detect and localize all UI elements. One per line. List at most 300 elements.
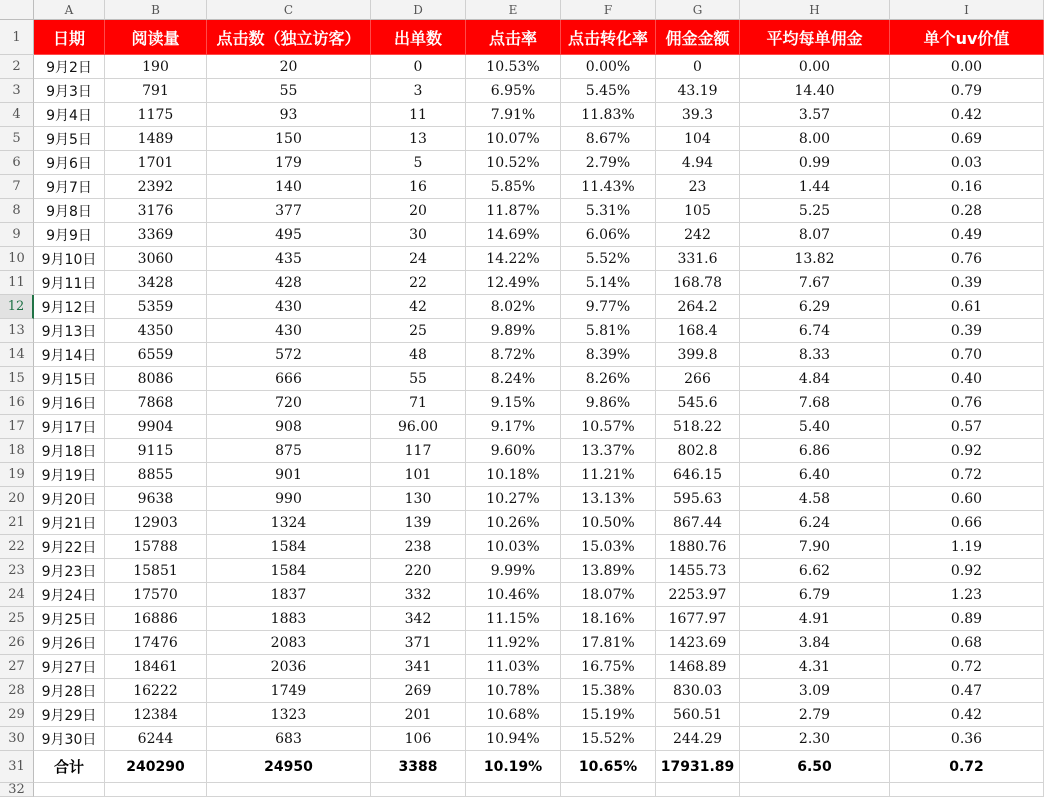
data-cell[interactable]: 4.91 [740, 607, 890, 631]
data-cell[interactable]: 10.03% [466, 535, 561, 559]
data-cell[interactable]: 399.8 [656, 343, 740, 367]
data-cell[interactable]: 6.86 [740, 439, 890, 463]
column-header-e[interactable]: E [466, 0, 561, 20]
date-cell[interactable]: 9月4日 [34, 103, 105, 127]
date-cell[interactable]: 9月11日 [34, 271, 105, 295]
data-cell[interactable]: 1.23 [890, 583, 1044, 607]
data-cell[interactable]: 6.24 [740, 511, 890, 535]
data-cell[interactable]: 901 [207, 463, 371, 487]
data-cell[interactable]: 1701 [105, 151, 207, 175]
data-cell[interactable]: 8.00 [740, 127, 890, 151]
data-cell[interactable]: 12384 [105, 703, 207, 727]
data-cell[interactable]: 6.06% [561, 223, 656, 247]
data-cell[interactable]: 14.22% [466, 247, 561, 271]
data-cell[interactable]: 0.79 [890, 79, 1044, 103]
row-header-9[interactable]: 9 [0, 223, 34, 247]
row-header-2[interactable]: 2 [0, 55, 34, 79]
data-cell[interactable]: 0 [371, 55, 466, 79]
data-cell[interactable]: 13.82 [740, 247, 890, 271]
data-cell[interactable]: 140 [207, 175, 371, 199]
data-cell[interactable]: 2392 [105, 175, 207, 199]
data-cell[interactable]: 7.91% [466, 103, 561, 127]
data-cell[interactable]: 0.66 [890, 511, 1044, 535]
data-cell[interactable]: 5.45% [561, 79, 656, 103]
date-cell[interactable]: 9月13日 [34, 319, 105, 343]
row-header-15[interactable]: 15 [0, 367, 34, 391]
row-header-31[interactable]: 31 [0, 751, 34, 783]
data-cell[interactable]: 8.39% [561, 343, 656, 367]
data-cell[interactable]: 0.49 [890, 223, 1044, 247]
data-cell[interactable]: 5.52% [561, 247, 656, 271]
row-header-13[interactable]: 13 [0, 319, 34, 343]
column-title-cell[interactable]: 佣金金额 [656, 20, 740, 55]
column-header-b[interactable]: B [105, 0, 207, 20]
empty-cell[interactable] [561, 783, 656, 797]
data-cell[interactable]: 9.86% [561, 391, 656, 415]
data-cell[interactable]: 18461 [105, 655, 207, 679]
row-header-20[interactable]: 20 [0, 487, 34, 511]
date-cell[interactable]: 9月14日 [34, 343, 105, 367]
data-cell[interactable]: 55 [207, 79, 371, 103]
data-cell[interactable]: 0.89 [890, 607, 1044, 631]
data-cell[interactable]: 4.84 [740, 367, 890, 391]
column-title-cell[interactable]: 点击率 [466, 20, 561, 55]
row-header-12[interactable]: 12 [0, 295, 34, 319]
data-cell[interactable]: 0.39 [890, 271, 1044, 295]
data-cell[interactable]: 371 [371, 631, 466, 655]
data-cell[interactable]: 5.85% [466, 175, 561, 199]
column-header-h[interactable]: H [740, 0, 890, 20]
data-cell[interactable]: 11 [371, 103, 466, 127]
data-cell[interactable]: 17570 [105, 583, 207, 607]
data-cell[interactable]: 9.15% [466, 391, 561, 415]
data-cell[interactable]: 5.31% [561, 199, 656, 223]
total-cell[interactable]: 17931.89 [656, 751, 740, 783]
data-cell[interactable]: 48 [371, 343, 466, 367]
data-cell[interactable]: 0.99 [740, 151, 890, 175]
data-cell[interactable]: 9.17% [466, 415, 561, 439]
data-cell[interactable]: 10.68% [466, 703, 561, 727]
data-cell[interactable]: 55 [371, 367, 466, 391]
data-cell[interactable]: 10.27% [466, 487, 561, 511]
data-cell[interactable]: 4.31 [740, 655, 890, 679]
column-header-g[interactable]: G [656, 0, 740, 20]
data-cell[interactable]: 0.92 [890, 559, 1044, 583]
column-header-d[interactable]: D [371, 0, 466, 20]
data-cell[interactable]: 11.21% [561, 463, 656, 487]
data-cell[interactable]: 1489 [105, 127, 207, 151]
column-header-a[interactable]: A [34, 0, 105, 20]
data-cell[interactable]: 428 [207, 271, 371, 295]
data-cell[interactable]: 10.94% [466, 727, 561, 751]
total-label-cell[interactable]: 合计 [34, 751, 105, 783]
date-cell[interactable]: 9月15日 [34, 367, 105, 391]
data-cell[interactable]: 5359 [105, 295, 207, 319]
data-cell[interactable]: 646.15 [656, 463, 740, 487]
data-cell[interactable]: 10.18% [466, 463, 561, 487]
data-cell[interactable]: 0.72 [890, 655, 1044, 679]
data-cell[interactable]: 6.29 [740, 295, 890, 319]
data-cell[interactable]: 6559 [105, 343, 207, 367]
data-cell[interactable]: 6.79 [740, 583, 890, 607]
data-cell[interactable]: 220 [371, 559, 466, 583]
data-cell[interactable]: 96.00 [371, 415, 466, 439]
data-cell[interactable]: 2083 [207, 631, 371, 655]
data-cell[interactable]: 0.57 [890, 415, 1044, 439]
data-cell[interactable]: 11.87% [466, 199, 561, 223]
data-cell[interactable]: 16886 [105, 607, 207, 631]
column-title-cell[interactable]: 平均每单佣金 [740, 20, 890, 55]
data-cell[interactable]: 8.02% [466, 295, 561, 319]
data-cell[interactable]: 332 [371, 583, 466, 607]
empty-cell[interactable] [656, 783, 740, 797]
data-cell[interactable]: 168.4 [656, 319, 740, 343]
data-cell[interactable]: 9.89% [466, 319, 561, 343]
date-cell[interactable]: 9月9日 [34, 223, 105, 247]
row-header-25[interactable]: 25 [0, 607, 34, 631]
data-cell[interactable]: 24 [371, 247, 466, 271]
data-cell[interactable]: 10.50% [561, 511, 656, 535]
empty-cell[interactable] [740, 783, 890, 797]
data-cell[interactable]: 0.16 [890, 175, 1044, 199]
total-cell[interactable]: 240290 [105, 751, 207, 783]
date-cell[interactable]: 9月10日 [34, 247, 105, 271]
data-cell[interactable]: 5.40 [740, 415, 890, 439]
data-cell[interactable]: 42 [371, 295, 466, 319]
data-cell[interactable]: 15.03% [561, 535, 656, 559]
data-cell[interactable]: 830.03 [656, 679, 740, 703]
data-cell[interactable]: 6.74 [740, 319, 890, 343]
data-cell[interactable]: 8086 [105, 367, 207, 391]
data-cell[interactable]: 0.36 [890, 727, 1044, 751]
empty-cell[interactable] [105, 783, 207, 797]
data-cell[interactable]: 10.53% [466, 55, 561, 79]
data-cell[interactable]: 3428 [105, 271, 207, 295]
data-cell[interactable]: 13.37% [561, 439, 656, 463]
data-cell[interactable]: 130 [371, 487, 466, 511]
data-cell[interactable]: 9115 [105, 439, 207, 463]
date-cell[interactable]: 9月27日 [34, 655, 105, 679]
row-header-18[interactable]: 18 [0, 439, 34, 463]
row-header-7[interactable]: 7 [0, 175, 34, 199]
data-cell[interactable]: 17.81% [561, 631, 656, 655]
data-cell[interactable]: 244.29 [656, 727, 740, 751]
data-cell[interactable]: 71 [371, 391, 466, 415]
data-cell[interactable]: 990 [207, 487, 371, 511]
data-cell[interactable]: 3176 [105, 199, 207, 223]
data-cell[interactable]: 0.76 [890, 247, 1044, 271]
data-cell[interactable]: 5.25 [740, 199, 890, 223]
data-cell[interactable]: 545.6 [656, 391, 740, 415]
data-cell[interactable]: 9.99% [466, 559, 561, 583]
data-cell[interactable]: 1749 [207, 679, 371, 703]
data-cell[interactable]: 867.44 [656, 511, 740, 535]
data-cell[interactable]: 435 [207, 247, 371, 271]
data-cell[interactable]: 7.90 [740, 535, 890, 559]
data-cell[interactable]: 791 [105, 79, 207, 103]
data-cell[interactable]: 15.19% [561, 703, 656, 727]
data-cell[interactable]: 25 [371, 319, 466, 343]
row-header-27[interactable]: 27 [0, 655, 34, 679]
data-cell[interactable]: 0.72 [890, 463, 1044, 487]
data-cell[interactable]: 1324 [207, 511, 371, 535]
date-cell[interactable]: 9月16日 [34, 391, 105, 415]
data-cell[interactable]: 6244 [105, 727, 207, 751]
data-cell[interactable]: 16 [371, 175, 466, 199]
row-header-8[interactable]: 8 [0, 199, 34, 223]
data-cell[interactable]: 1423.69 [656, 631, 740, 655]
data-cell[interactable]: 8.07 [740, 223, 890, 247]
row-header-19[interactable]: 19 [0, 463, 34, 487]
data-cell[interactable]: 341 [371, 655, 466, 679]
data-cell[interactable]: 93 [207, 103, 371, 127]
row-header-6[interactable]: 6 [0, 151, 34, 175]
data-cell[interactable]: 14.69% [466, 223, 561, 247]
data-cell[interactable]: 572 [207, 343, 371, 367]
empty-cell[interactable] [34, 783, 105, 797]
data-cell[interactable]: 908 [207, 415, 371, 439]
total-cell[interactable]: 24950 [207, 751, 371, 783]
row-header-10[interactable]: 10 [0, 247, 34, 271]
data-cell[interactable]: 11.15% [466, 607, 561, 631]
data-cell[interactable]: 15788 [105, 535, 207, 559]
data-cell[interactable]: 430 [207, 319, 371, 343]
data-cell[interactable]: 13.13% [561, 487, 656, 511]
data-cell[interactable]: 7.67 [740, 271, 890, 295]
column-header-i[interactable]: I [890, 0, 1044, 20]
data-cell[interactable]: 13.89% [561, 559, 656, 583]
data-cell[interactable]: 11.43% [561, 175, 656, 199]
data-cell[interactable]: 430 [207, 295, 371, 319]
date-cell[interactable]: 9月21日 [34, 511, 105, 535]
data-cell[interactable]: 18.16% [561, 607, 656, 631]
data-cell[interactable]: 0.40 [890, 367, 1044, 391]
data-cell[interactable]: 1175 [105, 103, 207, 127]
date-cell[interactable]: 9月17日 [34, 415, 105, 439]
date-cell[interactable]: 9月30日 [34, 727, 105, 751]
column-title-cell[interactable]: 阅读量 [105, 20, 207, 55]
total-cell[interactable]: 3388 [371, 751, 466, 783]
row-header-4[interactable]: 4 [0, 103, 34, 127]
data-cell[interactable]: 0.76 [890, 391, 1044, 415]
data-cell[interactable]: 0.39 [890, 319, 1044, 343]
data-cell[interactable]: 2036 [207, 655, 371, 679]
empty-cell[interactable] [466, 783, 561, 797]
column-title-cell[interactable]: 出单数 [371, 20, 466, 55]
date-cell[interactable]: 9月29日 [34, 703, 105, 727]
data-cell[interactable]: 101 [371, 463, 466, 487]
column-title-cell[interactable]: 点击数（独立访客） [207, 20, 371, 55]
date-cell[interactable]: 9月12日 [34, 295, 105, 319]
row-header-1[interactable]: 1 [0, 20, 34, 55]
data-cell[interactable]: 168.78 [656, 271, 740, 295]
date-cell[interactable]: 9月19日 [34, 463, 105, 487]
data-cell[interactable]: 10.78% [466, 679, 561, 703]
data-cell[interactable]: 6.95% [466, 79, 561, 103]
row-header-32[interactable]: 32 [0, 783, 34, 797]
data-cell[interactable]: 0.42 [890, 703, 1044, 727]
data-cell[interactable]: 1.44 [740, 175, 890, 199]
data-cell[interactable]: 2.79 [740, 703, 890, 727]
data-cell[interactable]: 8.33 [740, 343, 890, 367]
select-all-corner[interactable] [0, 0, 34, 20]
data-cell[interactable]: 3060 [105, 247, 207, 271]
data-cell[interactable]: 1677.97 [656, 607, 740, 631]
total-cell[interactable]: 0.72 [890, 751, 1044, 783]
data-cell[interactable]: 0.03 [890, 151, 1044, 175]
data-cell[interactable]: 264.2 [656, 295, 740, 319]
data-cell[interactable]: 5.81% [561, 319, 656, 343]
row-header-30[interactable]: 30 [0, 727, 34, 751]
data-cell[interactable]: 10.46% [466, 583, 561, 607]
date-cell[interactable]: 9月23日 [34, 559, 105, 583]
data-cell[interactable]: 39.3 [656, 103, 740, 127]
data-cell[interactable]: 2.79% [561, 151, 656, 175]
data-cell[interactable]: 106 [371, 727, 466, 751]
data-cell[interactable]: 1880.76 [656, 535, 740, 559]
data-cell[interactable]: 7.68 [740, 391, 890, 415]
row-header-5[interactable]: 5 [0, 127, 34, 151]
data-cell[interactable]: 0.70 [890, 343, 1044, 367]
data-cell[interactable]: 15.38% [561, 679, 656, 703]
data-cell[interactable]: 9904 [105, 415, 207, 439]
row-header-29[interactable]: 29 [0, 703, 34, 727]
data-cell[interactable]: 30 [371, 223, 466, 247]
row-header-22[interactable]: 22 [0, 535, 34, 559]
data-cell[interactable]: 105 [656, 199, 740, 223]
data-cell[interactable]: 802.8 [656, 439, 740, 463]
date-cell[interactable]: 9月20日 [34, 487, 105, 511]
data-cell[interactable]: 3369 [105, 223, 207, 247]
data-cell[interactable]: 518.22 [656, 415, 740, 439]
data-cell[interactable]: 238 [371, 535, 466, 559]
date-cell[interactable]: 9月6日 [34, 151, 105, 175]
data-cell[interactable]: 377 [207, 199, 371, 223]
data-cell[interactable]: 150 [207, 127, 371, 151]
data-cell[interactable]: 16222 [105, 679, 207, 703]
row-header-21[interactable]: 21 [0, 511, 34, 535]
data-cell[interactable]: 342 [371, 607, 466, 631]
data-cell[interactable]: 17476 [105, 631, 207, 655]
data-cell[interactable]: 1584 [207, 559, 371, 583]
data-cell[interactable]: 190 [105, 55, 207, 79]
data-cell[interactable]: 11.83% [561, 103, 656, 127]
data-cell[interactable]: 13 [371, 127, 466, 151]
data-cell[interactable]: 22 [371, 271, 466, 295]
date-cell[interactable]: 9月5日 [34, 127, 105, 151]
data-cell[interactable]: 0.68 [890, 631, 1044, 655]
data-cell[interactable]: 201 [371, 703, 466, 727]
empty-cell[interactable] [207, 783, 371, 797]
data-cell[interactable]: 0.60 [890, 487, 1044, 511]
data-cell[interactable]: 0 [656, 55, 740, 79]
data-cell[interactable]: 1468.89 [656, 655, 740, 679]
data-cell[interactable]: 1584 [207, 535, 371, 559]
data-cell[interactable]: 9.77% [561, 295, 656, 319]
data-cell[interactable]: 8855 [105, 463, 207, 487]
date-cell[interactable]: 9月26日 [34, 631, 105, 655]
data-cell[interactable]: 331.6 [656, 247, 740, 271]
date-cell[interactable]: 9月2日 [34, 55, 105, 79]
data-cell[interactable]: 3.57 [740, 103, 890, 127]
data-cell[interactable]: 15.52% [561, 727, 656, 751]
column-title-cell[interactable]: 日期 [34, 20, 105, 55]
data-cell[interactable]: 10.52% [466, 151, 561, 175]
row-header-28[interactable]: 28 [0, 679, 34, 703]
total-cell[interactable]: 10.19% [466, 751, 561, 783]
data-cell[interactable]: 15851 [105, 559, 207, 583]
date-cell[interactable]: 9月3日 [34, 79, 105, 103]
data-cell[interactable]: 8.24% [466, 367, 561, 391]
data-cell[interactable]: 495 [207, 223, 371, 247]
data-cell[interactable]: 0.00% [561, 55, 656, 79]
data-cell[interactable]: 720 [207, 391, 371, 415]
data-cell[interactable]: 23 [656, 175, 740, 199]
data-cell[interactable]: 4.58 [740, 487, 890, 511]
data-cell[interactable]: 20 [371, 199, 466, 223]
data-cell[interactable]: 0.61 [890, 295, 1044, 319]
data-cell[interactable]: 9638 [105, 487, 207, 511]
column-title-cell[interactable]: 单个uv价值 [890, 20, 1044, 55]
data-cell[interactable]: 1837 [207, 583, 371, 607]
data-cell[interactable]: 0.47 [890, 679, 1044, 703]
row-header-11[interactable]: 11 [0, 271, 34, 295]
date-cell[interactable]: 9月8日 [34, 199, 105, 223]
data-cell[interactable]: 11.03% [466, 655, 561, 679]
data-cell[interactable]: 12.49% [466, 271, 561, 295]
column-header-c[interactable]: C [207, 0, 371, 20]
data-cell[interactable]: 1.19 [890, 535, 1044, 559]
row-header-14[interactable]: 14 [0, 343, 34, 367]
date-cell[interactable]: 9月18日 [34, 439, 105, 463]
data-cell[interactable]: 266 [656, 367, 740, 391]
data-cell[interactable]: 1883 [207, 607, 371, 631]
total-cell[interactable]: 6.50 [740, 751, 890, 783]
data-cell[interactable]: 43.19 [656, 79, 740, 103]
data-cell[interactable]: 10.57% [561, 415, 656, 439]
data-cell[interactable]: 242 [656, 223, 740, 247]
data-cell[interactable]: 16.75% [561, 655, 656, 679]
row-header-23[interactable]: 23 [0, 559, 34, 583]
data-cell[interactable]: 11.92% [466, 631, 561, 655]
data-cell[interactable]: 10.26% [466, 511, 561, 535]
data-cell[interactable]: 5 [371, 151, 466, 175]
data-cell[interactable]: 1323 [207, 703, 371, 727]
data-cell[interactable]: 595.63 [656, 487, 740, 511]
date-cell[interactable]: 9月22日 [34, 535, 105, 559]
data-cell[interactable]: 4.94 [656, 151, 740, 175]
row-header-26[interactable]: 26 [0, 631, 34, 655]
data-cell[interactable]: 0.92 [890, 439, 1044, 463]
date-cell[interactable]: 9月25日 [34, 607, 105, 631]
date-cell[interactable]: 9月28日 [34, 679, 105, 703]
data-cell[interactable]: 0.28 [890, 199, 1044, 223]
row-header-17[interactable]: 17 [0, 415, 34, 439]
data-cell[interactable]: 3.84 [740, 631, 890, 655]
empty-cell[interactable] [371, 783, 466, 797]
data-cell[interactable]: 104 [656, 127, 740, 151]
data-cell[interactable]: 139 [371, 511, 466, 535]
data-cell[interactable]: 269 [371, 679, 466, 703]
data-cell[interactable]: 8.72% [466, 343, 561, 367]
data-cell[interactable]: 560.51 [656, 703, 740, 727]
column-title-cell[interactable]: 点击转化率 [561, 20, 656, 55]
data-cell[interactable]: 14.40 [740, 79, 890, 103]
date-cell[interactable]: 9月7日 [34, 175, 105, 199]
data-cell[interactable]: 5.14% [561, 271, 656, 295]
data-cell[interactable]: 179 [207, 151, 371, 175]
data-cell[interactable]: 18.07% [561, 583, 656, 607]
